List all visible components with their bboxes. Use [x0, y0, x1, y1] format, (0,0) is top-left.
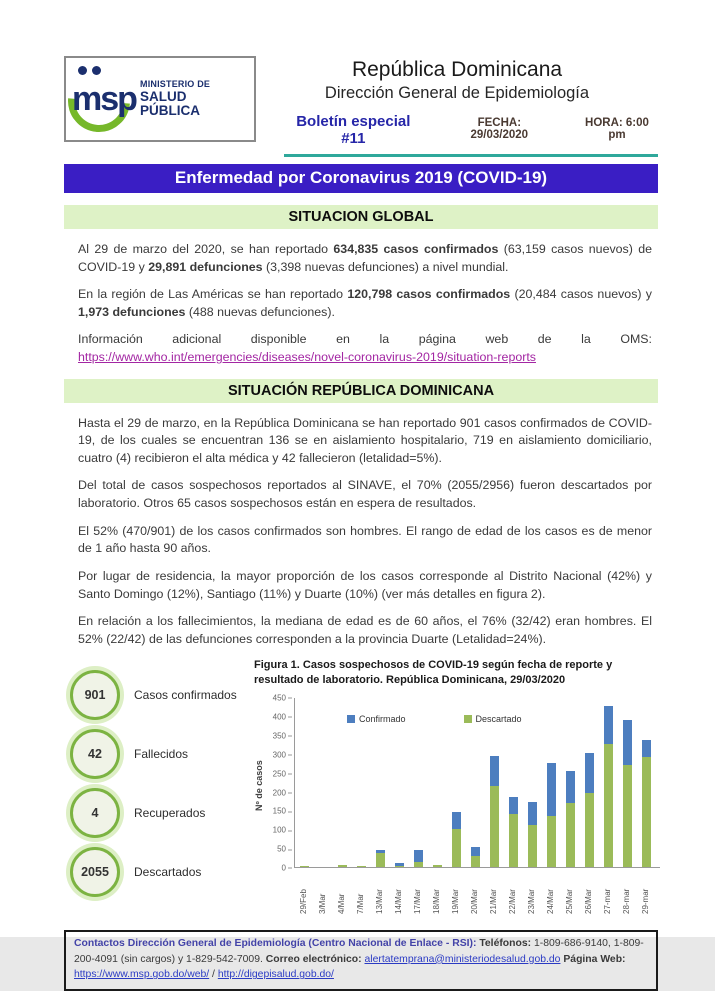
bar-segment-descartado [338, 865, 347, 867]
bar-slot [542, 763, 561, 867]
bar-segment-confirmado [547, 763, 556, 816]
x-tick-label: 20/Mar [470, 889, 479, 915]
section-title-global: SITUACION GLOBAL [64, 205, 658, 229]
bar-segment-confirmado [471, 847, 480, 856]
text-segment: Contactos Dirección General de Epidemiología (Centro Nacional de Enlace - RSI): [74, 938, 480, 950]
link[interactable]: http://digepisalud.gob.do/ [217, 969, 334, 981]
text-segment: Teléfonos: [479, 938, 534, 950]
stacked-bar [547, 763, 556, 867]
report-date: FECHA: 29/03/2020 [470, 117, 529, 141]
figure1-caption: Figura 1. Casos sospechosos de COVID-19 según fecha de reporte y resultado de laboratorio. República Dominicana, 29/03/2020 [254, 659, 613, 687]
bar-segment-confirmado [566, 771, 575, 803]
y-tick-label: 100 [273, 826, 292, 835]
link[interactable]: alertatemprana@ministeriodesalud.gob.do [364, 953, 561, 965]
bar-segment-descartado [452, 829, 461, 867]
bar-segment-descartado [300, 866, 309, 867]
y-tick-label: 150 [273, 807, 292, 816]
bar-slot [599, 706, 618, 867]
ministry-name [140, 80, 250, 118]
ministry-logo [64, 56, 256, 142]
bar-slot [295, 866, 314, 867]
x-tick-label: 18/Mar [432, 889, 441, 915]
directorate-subtitle: Dirección General de Epidemiología [324, 84, 590, 102]
bar-slot [447, 812, 466, 867]
bar-segment-descartado [509, 814, 518, 867]
x-tick-label: 23/Mar [527, 889, 536, 915]
bar-slot [352, 866, 371, 867]
text-segment: (3,398 nuevas defunciones) a nivel mundial. [262, 259, 509, 274]
bar-segment-descartado [490, 786, 499, 867]
text-segment: Correo electrónico: [265, 953, 365, 965]
x-tick-label: 3/Mar [318, 893, 327, 915]
figure1-chart [254, 693, 660, 915]
logo-abbr: msp [72, 80, 136, 118]
link[interactable]: https://www.msp.gob.do/web/ [74, 969, 210, 981]
y-tick-label: 0 [282, 864, 292, 873]
bar-segment-confirmado [414, 850, 423, 862]
header [64, 56, 658, 157]
logo-dots [78, 66, 101, 75]
stacked-bar [566, 771, 575, 867]
bar-segment-descartado [357, 866, 366, 867]
bar-segment-descartado [528, 825, 537, 867]
bar-segment-descartado [642, 757, 651, 867]
bar-segment-descartado [471, 856, 480, 867]
stacked-bar [528, 802, 537, 867]
y-tick-label: 300 [273, 750, 292, 759]
x-tick-label: 26/Mar [584, 889, 593, 915]
bar-segment-confirmado [528, 802, 537, 825]
y-tick-label: 50 [277, 845, 292, 854]
plot-area [294, 698, 660, 868]
bar-segment-confirmado [623, 720, 632, 765]
paragraph [78, 241, 652, 276]
x-tick-label: 27-mar [603, 888, 612, 915]
bar-slot [485, 756, 504, 867]
text-segment: Hasta el 29 de marzo, en la República Dominicana se han reportado 901 casos confirmados de COVID-19, de los cuales se encuentran 136 se en aislamiento hospitalario, 719 en aislamiento domiciliario, cuatro (4) recibieron el alta médica y 42 fallecieron (letalidad=5%). [78, 415, 652, 465]
bar-segment-descartado [433, 865, 442, 867]
stat-circle-badge: 901 [70, 670, 120, 720]
x-tick-label: 7/Mar [356, 893, 365, 915]
country-title: República Dominicana [351, 58, 563, 81]
contact-footer [64, 930, 658, 991]
bar-segment-confirmado [642, 740, 651, 757]
text-segment: En la región de Las Américas se han reportado [78, 287, 348, 302]
chart-legend [347, 714, 522, 724]
y-tick-label: 200 [273, 788, 292, 797]
y-tick-label: 400 [273, 712, 292, 721]
section-title-dominican: SITUACIÓN REPÚBLICA DOMINICANA [64, 379, 658, 403]
key-stats-column [64, 658, 254, 914]
figure-column [254, 658, 660, 914]
text-segment: Por lugar de residencia, la mayor proporción de los casos corresponde al Distrito Nacional (42%) y Santo Domingo (12%), Santiago (11%) y Duarte (10%) (ver más detalles en figura 2). [78, 568, 652, 601]
text-segment: (488 nuevas defunciones). [185, 304, 335, 319]
bar-slot [466, 847, 485, 867]
stat-circle-badge: 42 [70, 729, 120, 779]
bulletin-row [284, 113, 658, 157]
paragraph [78, 331, 652, 366]
bar-slot [504, 797, 523, 867]
x-tick-label: 19/Mar [451, 889, 460, 915]
stat-item [70, 847, 254, 897]
stat-item [70, 788, 254, 838]
text-segment: (63,159 casos nuevos) de COVID-19 y [78, 242, 652, 274]
x-tick-label: 22/Mar [508, 889, 517, 915]
stat-circle-badge: 2055 [70, 847, 120, 897]
bar-segment-confirmado [452, 812, 461, 829]
text-segment: En relación a los fallecimientos, la mediana de edad es de 60 años, el 76% (32/42) eran hombres. El 52% (22/42) de las defunciones corresponden a la provincia Duarte (Letalidad=24%). [78, 614, 652, 646]
bar-segment-descartado [414, 862, 423, 867]
paragraph [78, 286, 652, 321]
stat-item [70, 729, 254, 779]
stat-label: Descartados [134, 865, 202, 880]
x-tick-label: 25/Mar [565, 889, 574, 915]
stacked-bar [376, 850, 385, 867]
x-tick-label: 13/Mar [375, 889, 384, 915]
header-titles [256, 56, 658, 157]
stat-circle-badge: 4 [70, 788, 120, 838]
x-tick-label: 17/Mar [413, 889, 422, 915]
x-axis-labels [294, 868, 660, 914]
figure-row [64, 658, 658, 914]
text-segment: 29,891 defunciones [148, 259, 263, 274]
legend-swatch-icon [464, 715, 472, 723]
legend-item-descartado: Descartado [464, 714, 522, 724]
global-situation-section [64, 229, 658, 367]
stacked-bar [357, 866, 366, 867]
stacked-bar [642, 740, 651, 867]
x-tick-label: 21/Mar [489, 889, 498, 915]
y-tick-label: 350 [273, 731, 292, 740]
ministry-name-line2: SALUD PÚBLICA [140, 88, 200, 118]
text-segment: 634,835 casos confirmados [333, 242, 499, 256]
text-segment: / [209, 969, 218, 981]
msp-logo-icon [70, 64, 134, 134]
stat-label: Fallecidos [134, 747, 189, 762]
bar-slot [333, 865, 352, 867]
bar-slot [523, 802, 542, 867]
paragraph [78, 568, 652, 603]
report-time: HORA: 6:00 pm [585, 117, 649, 141]
paragraph [78, 477, 652, 512]
text-segment: Página Web: [563, 953, 626, 965]
stacked-bar [623, 720, 632, 867]
stacked-bar [414, 850, 423, 867]
bar-segment-descartado [566, 803, 575, 867]
text-segment: El 52% (470/901) de los casos confirmados son hombres. El rango de edad de los casos es de menor de 1 año hasta 90 años. [78, 523, 652, 556]
bar-segment-descartado [585, 793, 594, 867]
bulletin-number: Boletín especial #11 [296, 113, 411, 147]
stacked-bar [395, 863, 404, 867]
text-segment: Del total de casos sospechosos reportados al SINAVE, el 70% (2055/2956) fueron descartados por laboratorio. Otros 65 casos sospechosos están en espera de resultados. [78, 478, 652, 511]
bar-segment-confirmado [490, 756, 499, 786]
text-segment: 120,798 casos confirmados [347, 287, 511, 302]
paragraph [78, 415, 652, 468]
bar-slot [371, 850, 390, 867]
bar-slot [580, 753, 599, 867]
bar-segment-confirmado [585, 753, 594, 793]
legend-item-confirmado: Confirmado [347, 714, 406, 724]
stacked-bar [490, 756, 499, 867]
bar-slot [561, 771, 580, 867]
page-content [64, 56, 658, 991]
link[interactable]: https://www.who.int/emergencies/diseases/novel-coronavirus-2019/situation-reports [78, 350, 536, 365]
legend-swatch-icon [347, 715, 355, 723]
text-segment: (20,484 casos nuevos) y [510, 287, 652, 302]
bar-segment-descartado [604, 744, 613, 867]
bar-segment-confirmado [509, 797, 518, 814]
stat-item [70, 670, 254, 720]
stacked-bar [338, 865, 347, 867]
x-tick-label: 29-mar [641, 888, 650, 915]
paragraph [78, 613, 652, 648]
stat-label: Casos confirmados [134, 688, 237, 703]
bar-segment-descartado [376, 853, 385, 867]
x-tick-label: 24/Mar [546, 889, 555, 915]
y-tick-label: 450 [273, 694, 292, 703]
paragraph [78, 523, 652, 558]
disease-banner: Enfermedad por Coronavirus 2019 (COVID-19) [64, 164, 658, 193]
stacked-bar [604, 706, 613, 867]
stat-label: Recuperados [134, 806, 206, 821]
x-tick-label: 28-mar [622, 888, 631, 915]
x-tick-label: 29/Feb [299, 889, 308, 915]
y-axis [254, 693, 292, 873]
bar-slot [637, 740, 656, 867]
stacked-bar [300, 866, 309, 867]
text-segment: Al 29 de marzo del 2020, se han reportado [78, 242, 334, 256]
dominican-situation-section [64, 403, 658, 649]
bar-segment-descartado [547, 816, 556, 867]
stacked-bar [509, 797, 518, 867]
x-tick-label: 14/Mar [394, 889, 403, 915]
text-segment: Información adicional disponible en la página web de la OMS: [78, 332, 652, 347]
plot-wrapper [254, 693, 660, 873]
stacked-bar [585, 753, 594, 867]
y-tick-label: 250 [273, 769, 292, 778]
stacked-bar [452, 812, 461, 867]
bar-slot [428, 865, 447, 867]
y-axis-title: Nº de casos [254, 760, 264, 812]
bar-slot [409, 850, 428, 867]
bar-segment-descartado [395, 866, 404, 867]
stacked-bar [433, 865, 442, 867]
bar-slot [390, 863, 409, 867]
text-segment: 1-809-686-9140, 1-809-200-4091 (sin cargos) y 1-829-542-7009. [74, 938, 644, 965]
text-segment: 1,973 defunciones [78, 304, 186, 319]
stacked-bar [471, 847, 480, 867]
ministry-name-line1: MINISTERIO DE [140, 79, 211, 90]
x-tick-label: 4/Mar [337, 893, 346, 915]
bar-segment-descartado [623, 765, 632, 867]
bar-slot [618, 720, 637, 867]
bar-segment-confirmado [604, 706, 613, 744]
